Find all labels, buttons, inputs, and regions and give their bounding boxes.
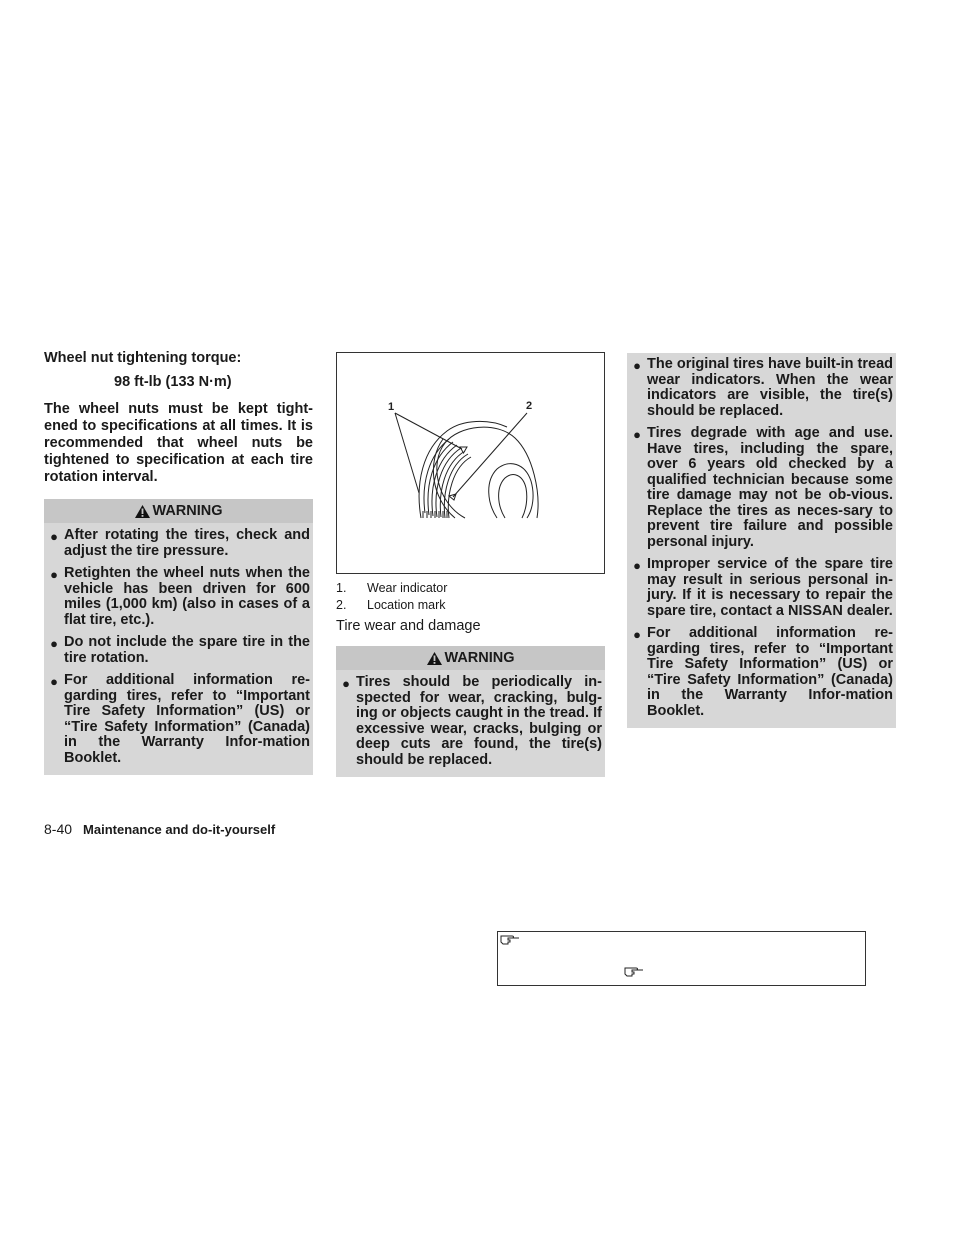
page-footer	[44, 821, 275, 837]
list-item	[627, 426, 893, 550]
warning-title: WARNING	[152, 503, 223, 519]
section-title: Maintenance and do-it-yourself	[83, 822, 276, 837]
list-item-text: After rotating the tires, check and adjust the tire pressure.	[64, 527, 310, 559]
tire-wear-figure	[336, 352, 605, 574]
warning-triangle-icon	[426, 651, 443, 666]
warning-title: WARNING	[444, 650, 515, 666]
bullet-icon: ●	[50, 674, 58, 689]
callout-2: 2	[526, 400, 533, 412]
bullet-icon: ●	[50, 567, 58, 582]
bullet-icon: ●	[633, 427, 641, 442]
legend-text: Location mark	[367, 598, 446, 612]
column-right	[627, 353, 896, 728]
list-item-text: Do not include the spare tire in the tire rotation.	[64, 634, 310, 666]
warning-box-continued	[627, 353, 896, 728]
callout-1: 1	[388, 401, 395, 413]
pointing-hand-icon[interactable]	[624, 965, 644, 979]
torque-value: 98 ft-lb (133 N·m)	[114, 374, 232, 390]
torque-label: Wheel nut tightening torque:	[44, 350, 242, 366]
bullet-icon: ●	[342, 676, 350, 691]
figure-legend	[336, 580, 605, 614]
list-item-text: Improper service of the spare tire may result in serious personal in-jury. If it is necessary to repair the spare tire, contact a NISSAN dealer.	[647, 556, 893, 619]
list-item	[627, 557, 893, 619]
bullet-icon: ●	[50, 636, 58, 651]
column-left	[44, 350, 313, 775]
list-item	[44, 673, 310, 766]
bullet-icon: ●	[633, 558, 641, 573]
list-item	[627, 357, 893, 419]
legend-item	[336, 597, 605, 614]
legend-item	[336, 580, 605, 597]
warning-header	[336, 646, 605, 670]
navigation-box	[497, 931, 866, 986]
list-item-text: The original tires have built-in tread wear indicators. When the wear indicators are visible, the tire(s) should be replaced.	[647, 356, 893, 419]
warning-triangle-icon	[134, 504, 151, 519]
wheel-nut-paragraph: The wheel nuts must be kept tight-ened to specifications at all times. It is recommended that wheel nuts be tightened to specification at each tire rotation interval.	[44, 401, 313, 485]
pointing-hand-icon[interactable]	[500, 933, 520, 947]
list-item-text: Tires degrade with age and use. Have tires, including the spare, over 6 years old checked by a qualified technician because some tire damage may not be ob-vious. Replace the tires as neces-sary to prevent tire failure and possible personal injury.	[647, 425, 893, 550]
list-item-text: For additional information re-garding tires, refer to “Important Tire Safety Information” (US) or “Tire Safety Information” (Canada) in the Warranty Infor-mation Booklet.	[64, 672, 310, 766]
list-item-text: Tires should be periodically in-spected for wear, cracking, bulg-ing or objects caught in the tread. If excessive wear, cracks, bulging or deep cuts are found, the tire(s) should be replaced.	[356, 674, 602, 768]
warning-box-rotation	[44, 499, 313, 775]
list-item	[627, 626, 893, 719]
list-item	[44, 635, 310, 666]
tire-illustration	[337, 353, 604, 573]
warning-header	[44, 499, 313, 523]
list-item	[44, 528, 310, 559]
bullet-icon: ●	[50, 529, 58, 544]
legend-number: 1.	[336, 581, 347, 595]
legend-text: Wear indicator	[367, 581, 448, 595]
figure-caption: Tire wear and damage	[336, 618, 481, 634]
list-item-text: For additional information re-garding tires, refer to “Important Tire Safety Information” (US) or “Tire Safety Information” (Canada) in the Warranty Infor-mation Booklet.	[647, 625, 893, 719]
page-number: 8-40	[44, 821, 73, 837]
list-item	[44, 566, 310, 628]
list-item	[336, 675, 602, 768]
legend-number: 2.	[336, 598, 347, 612]
warning-box-inspection	[336, 646, 605, 777]
bullet-icon: ●	[633, 358, 641, 373]
column-middle	[336, 352, 605, 777]
list-item-text: Retighten the wheel nuts when the vehicle has been driven for 600 miles (1,000 km) (also in cases of a flat tire, etc.).	[64, 565, 310, 628]
bullet-icon: ●	[633, 627, 641, 642]
